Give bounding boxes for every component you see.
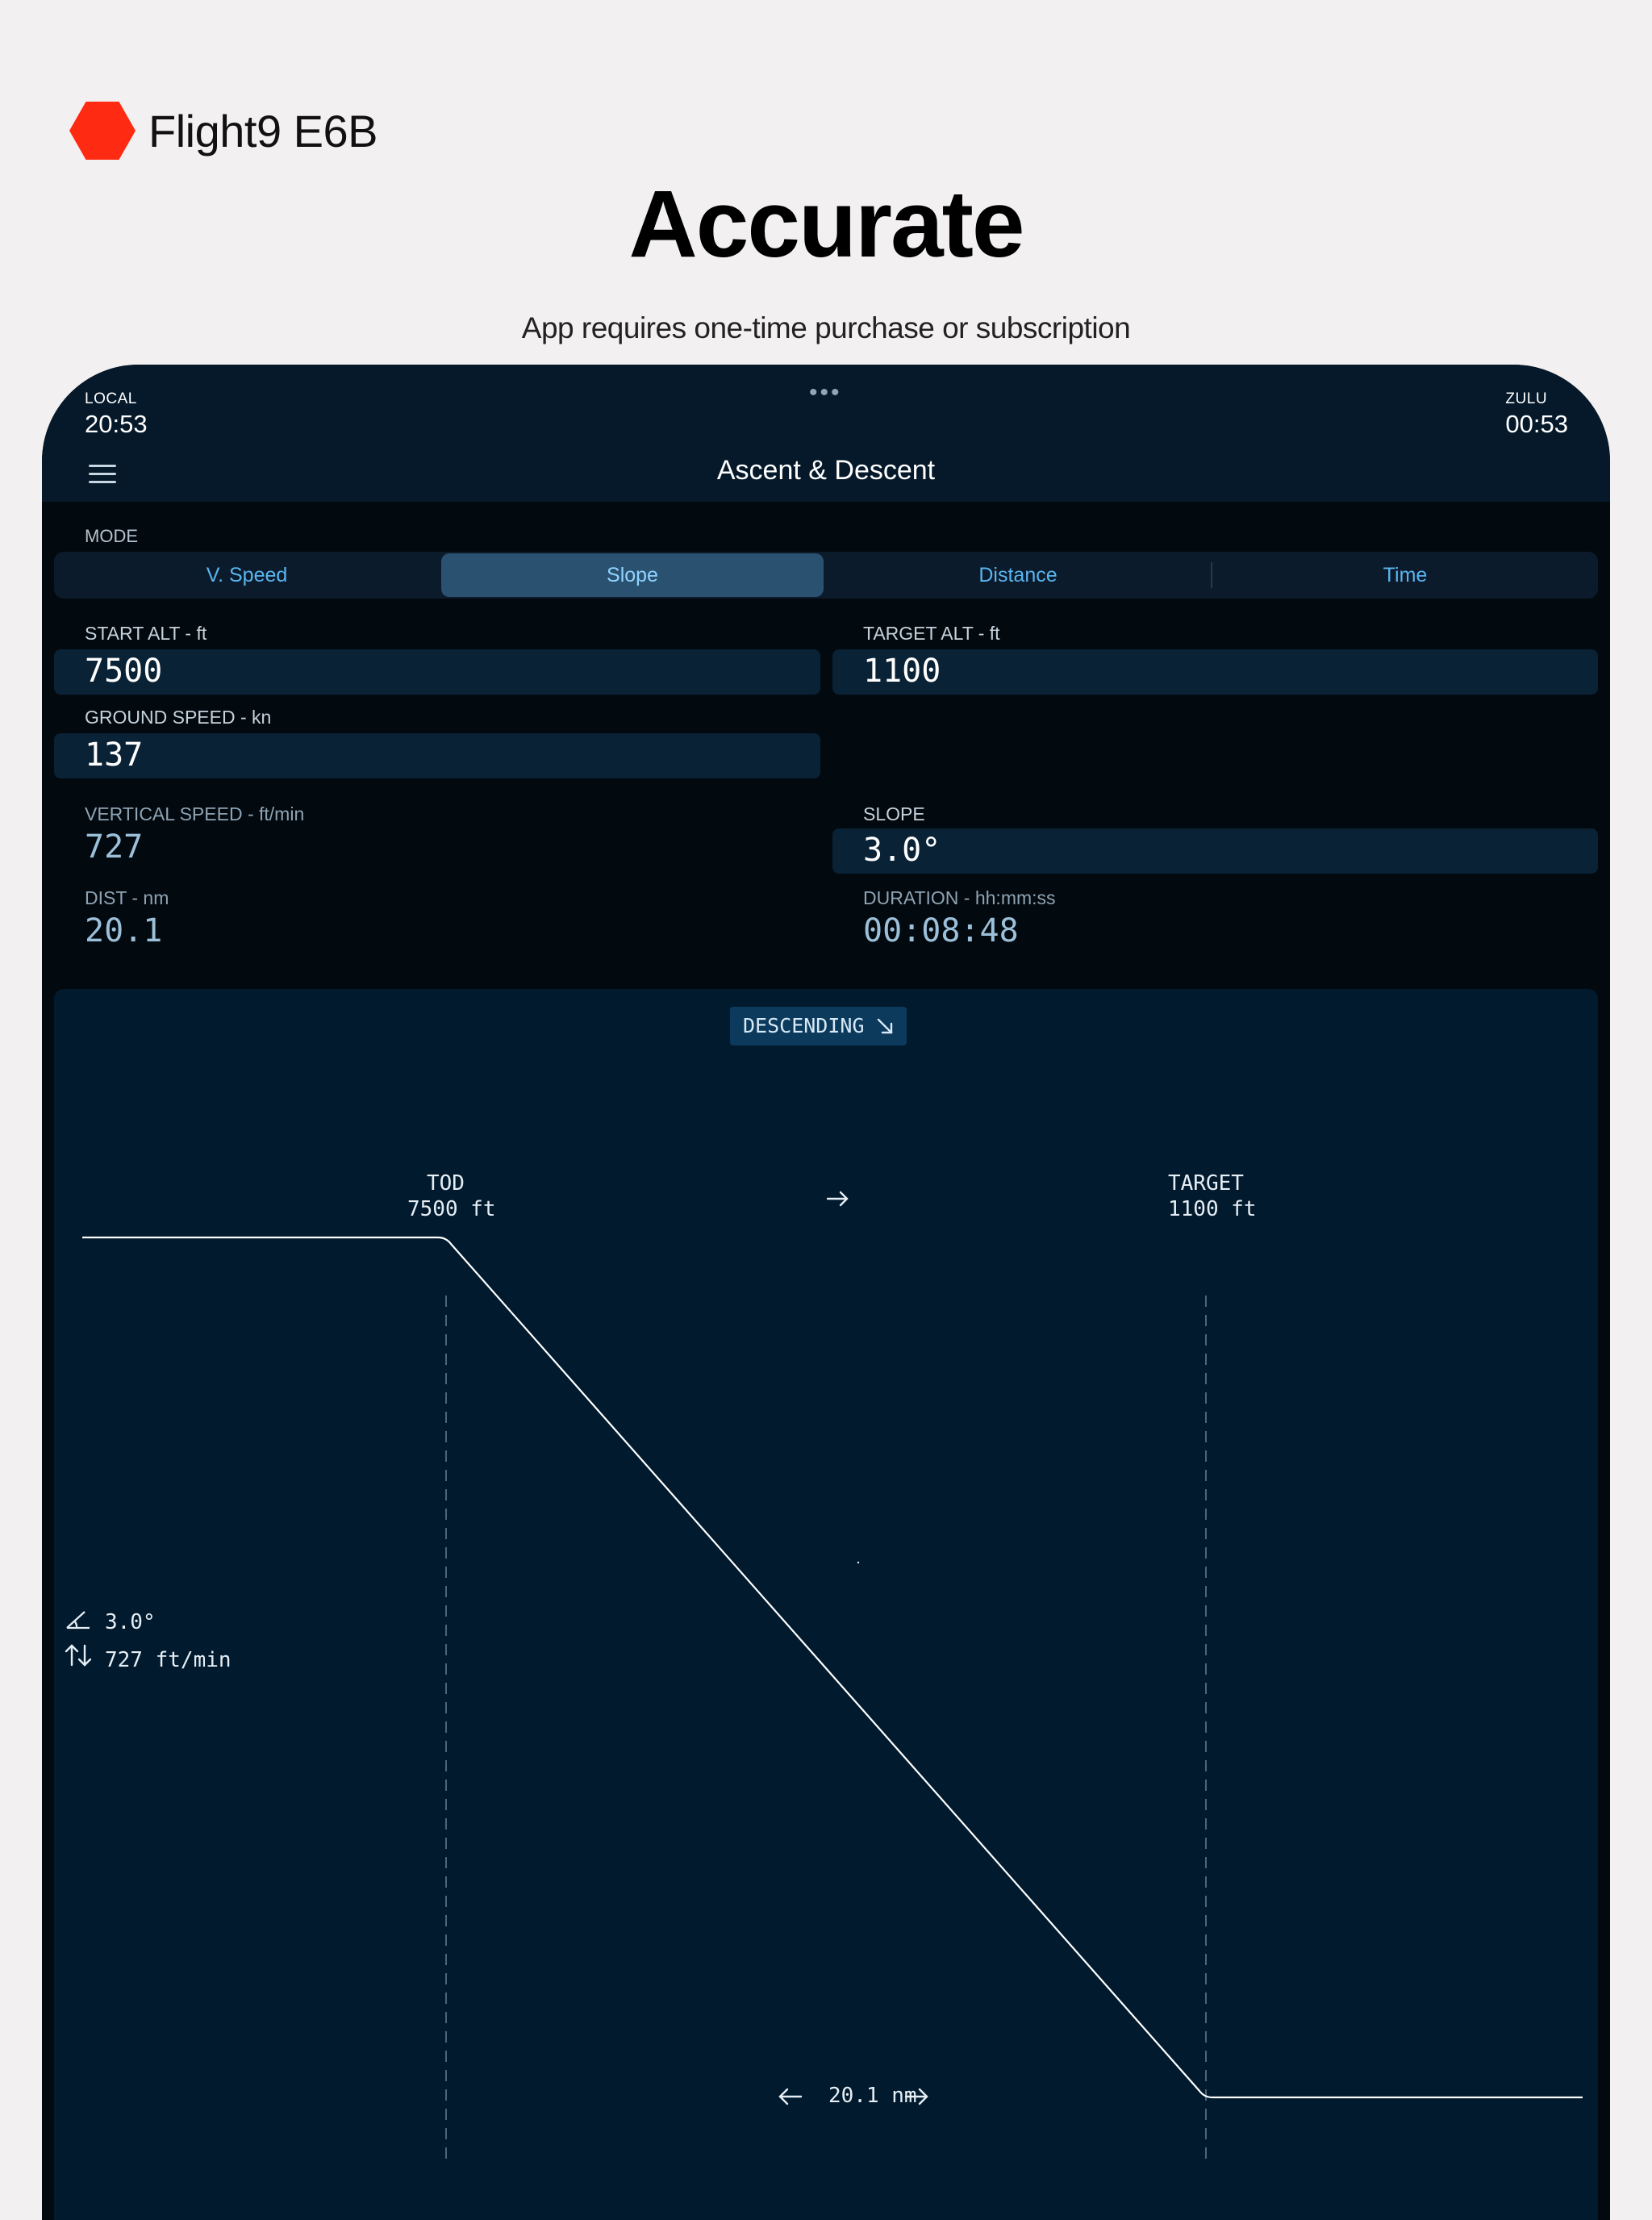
local-clock <box>85 390 148 439</box>
local-label: LOCAL <box>85 390 137 407</box>
multitasking-dots-icon[interactable]: ••• <box>809 379 842 406</box>
target-alt-label: TARGET ALT - ft <box>863 623 1000 644</box>
zulu-label: ZULU <box>1505 390 1548 407</box>
ground-speed-label: GROUND SPEED - kn <box>85 707 272 728</box>
dist-label: DIST - nm <box>85 887 169 908</box>
zulu-time: 00:53 <box>1505 410 1568 438</box>
start-alt-field[interactable] <box>54 649 820 695</box>
subline: App requires one-time purchase or subscription <box>521 311 1131 344</box>
descent-path-line <box>82 1237 1583 2097</box>
ground-speed-field[interactable] <box>54 733 820 778</box>
segment-distance[interactable]: Distance <box>978 564 1058 586</box>
duration-label: DURATION - hh:mm:ss <box>863 887 1056 908</box>
target-label: TARGET <box>1168 1171 1244 1196</box>
brand-name: Flight9 E6B <box>148 105 378 156</box>
vertical-speed-label: VERTICAL SPEED - ft/min <box>85 803 305 824</box>
angle-icon <box>67 1612 90 1628</box>
vertical-speed-readout: 727 ft/min <box>105 1648 232 1672</box>
profile-graph <box>54 989 1598 2220</box>
segment-time[interactable]: Time <box>1383 564 1428 586</box>
arrow-down-right-icon <box>876 1017 894 1035</box>
arrow-left-icon <box>780 2089 801 2104</box>
segment-v-speed[interactable]: V. Speed <box>206 564 288 586</box>
slope-field[interactable] <box>832 828 1598 874</box>
hexagon-logo-icon <box>69 102 136 160</box>
slope-label: SLOPE <box>863 803 925 824</box>
tod-to-target-arrow-icon <box>828 1192 847 1205</box>
segment-divider <box>1211 562 1212 588</box>
brand <box>69 102 378 160</box>
start-alt-label: START ALT - ft <box>85 623 207 644</box>
distance-readout: 20.1 nm <box>828 2084 917 2108</box>
target-alt-value[interactable]: 1100 <box>863 653 941 690</box>
device-screen <box>42 365 1610 2220</box>
angle-readout: 3.0° <box>105 1610 156 1634</box>
vertical-speed-value: 727 <box>85 828 144 866</box>
zulu-clock <box>1505 390 1568 439</box>
mode-label: MODE <box>85 526 138 546</box>
target-alt-field[interactable] <box>832 649 1598 695</box>
tod-altitude: 7500 ft <box>407 1197 496 1221</box>
top-bar <box>42 365 1610 502</box>
local-time: 20:53 <box>85 410 148 438</box>
ground-speed-value[interactable]: 137 <box>85 737 144 774</box>
up-down-arrows-icon <box>66 1646 90 1665</box>
tod-label: TOD <box>427 1171 465 1196</box>
descent-profile <box>54 989 1598 2220</box>
segment-slope[interactable]: Slope <box>441 553 824 597</box>
page-title: Ascent & Descent <box>716 455 936 486</box>
mode-segmented-control <box>54 552 1598 599</box>
dist-value: 20.1 <box>85 912 163 949</box>
duration-value: 00:08:48 <box>863 912 1019 949</box>
target-altitude: 1100 ft <box>1168 1197 1257 1221</box>
descending-badge <box>730 1007 907 1045</box>
start-alt-value[interactable]: 7500 <box>85 653 163 690</box>
slope-value[interactable]: 3.0° <box>863 832 941 869</box>
headline: Accurate <box>628 171 1024 278</box>
badge-label: DESCENDING <box>743 1014 865 1037</box>
